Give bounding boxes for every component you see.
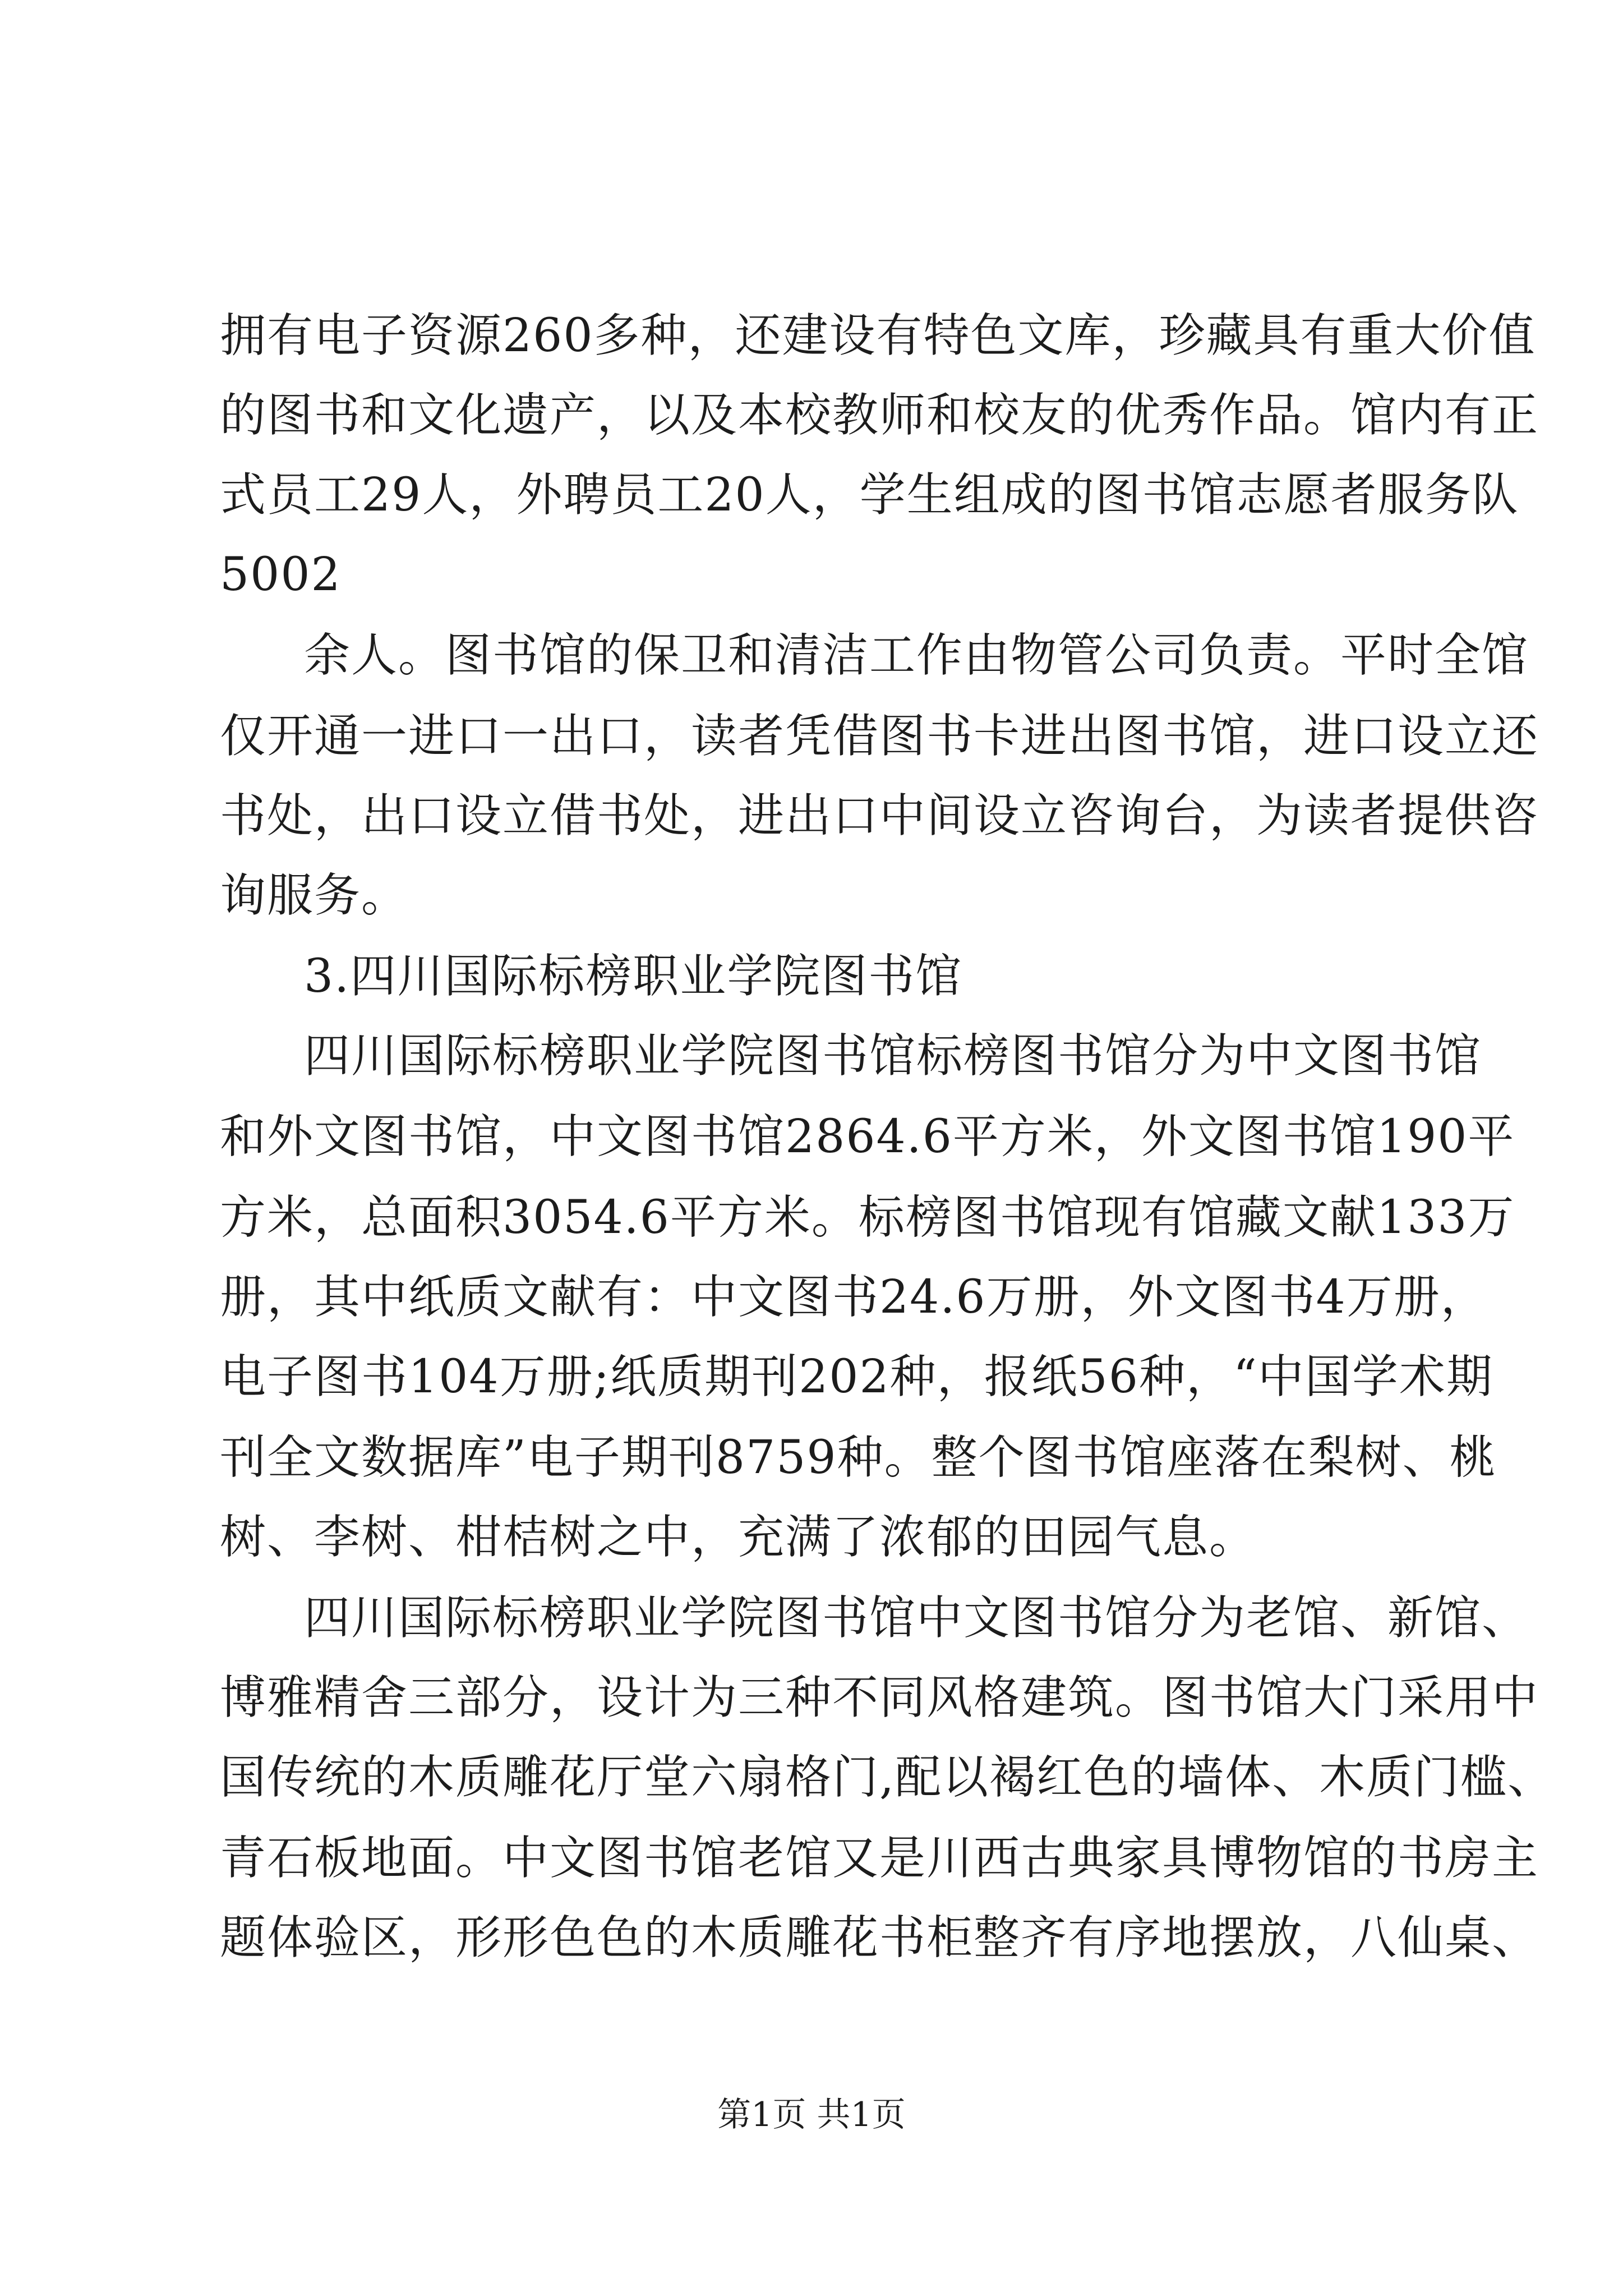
text-line: 册，其中纸质文献有：中文图书24.6万册，外文图书4万册， <box>220 1271 1488 1324</box>
text-line: 树、李树、柑桔树之中，充满了浓郁的田园气息。 <box>220 1511 1257 1564</box>
text-line: 的图书和文化遗产，以及本校教师和校友的优秀作品。馆内有正 <box>220 389 1539 442</box>
text-line: 题体验区，形形色色的木质雕花书柜整齐有序地摆放，八仙桌、 <box>220 1911 1539 1964</box>
section-heading: 3.四川国际标榜职业学院图书馆 <box>304 950 963 1003</box>
text-line: 式员工29人，外聘员工20人，学生组成的图书馆志愿者服务队 <box>220 468 1519 522</box>
text-line: 博雅精舍三部分，设计为三种不同风格建筑。图书馆大门采用中 <box>220 1671 1539 1724</box>
text-line: 四川国际标榜职业学院图书馆标榜图书馆分为中文图书馆 <box>304 1029 1482 1083</box>
text-line: 方米，总面积3054.6平方米。标榜图书馆现有馆藏文献133万 <box>220 1191 1515 1244</box>
text-line: 国传统的木质雕花厅堂六扇格门,配以褐红色的墙体、木质门槛、 <box>220 1751 1555 1804</box>
text-line: 电子图书104万册;纸质期刊202种，报纸56种，“中国学术期 <box>220 1350 1493 1404</box>
text-line: 询服务。 <box>220 869 409 922</box>
text-line: 仅开通一进口一出口，读者凭借图书卡进出图书馆，进口设立还 <box>220 710 1539 763</box>
text-line: 四川国际标榜职业学院图书馆中文图书馆分为老馆、新馆、 <box>304 1591 1529 1645</box>
text-line: 拥有电子资源260多种，还建设有特色文库，珍藏具有重大价值 <box>220 309 1536 362</box>
text-line: 刊全文数据库”电子期刊8759种。整个图书馆座落在梨树、桃 <box>220 1431 1497 1484</box>
page-number-footer: 第1页 共1页 <box>717 2095 906 2134</box>
text-line: 书处，出口设立借书处，进出口中间设立咨询台，为读者提供咨 <box>220 789 1539 843</box>
text-line: 和外文图书馆，中文图书馆2864.6平方米，外文图书馆190平 <box>220 1110 1515 1163</box>
text-line: 青石板地面。中文图书馆老馆又是川西古典家具博物馆的书房主 <box>220 1832 1539 1885</box>
text-line: 余人。图书馆的保卫和清洁工作由物管公司负责。平时全馆 <box>304 629 1529 682</box>
text-line: 5002 <box>220 548 342 601</box>
